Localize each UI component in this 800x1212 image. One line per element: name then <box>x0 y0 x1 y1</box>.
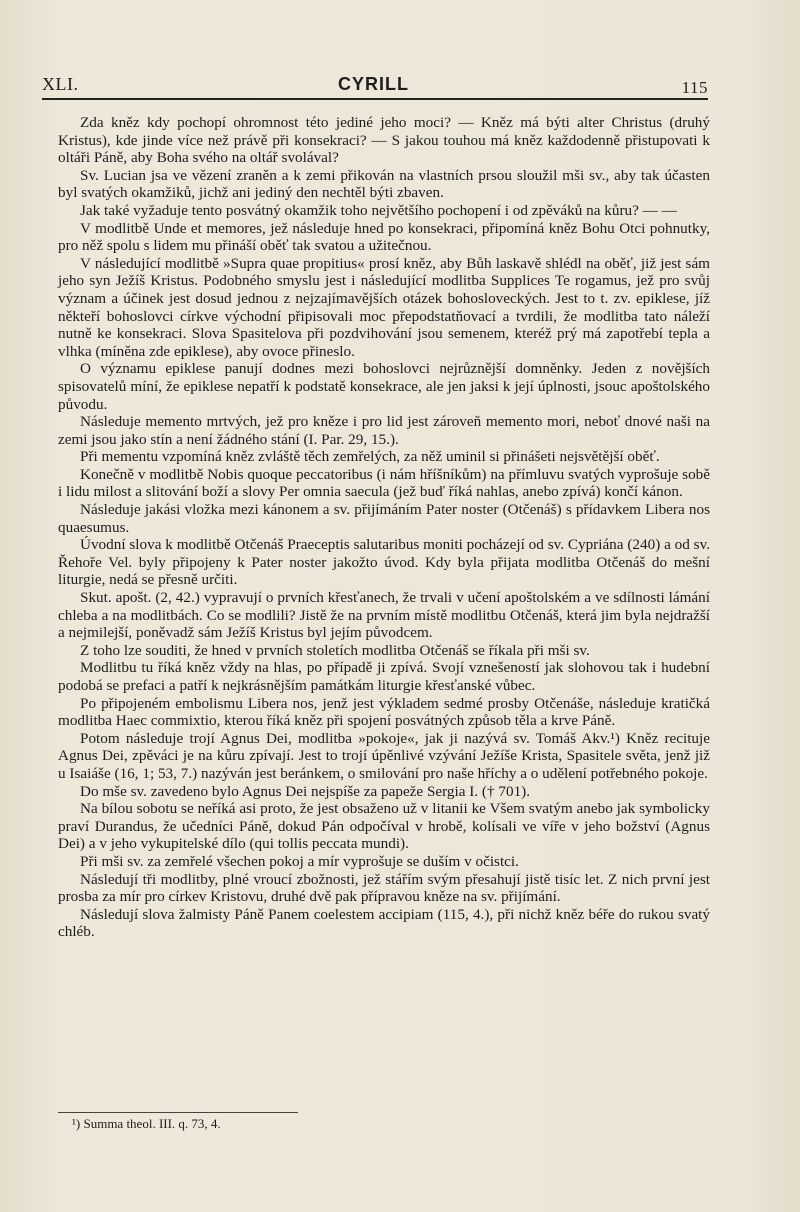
main-text <box>58 114 710 941</box>
paragraph: Úvodní slova k modlitbě Otčenáš Praeceptis salutaribus moniti pocházejí od sv. Cypriána (240) a od sv. Řehoře Vel. byly připojeny k Pater noster jakožto úvod. Kdy byla přijata modlitba Otčenáš do mešní liturgie, nedá se přesně určiti. <box>58 536 710 589</box>
paragraph: V následující modlitbě »Supra quae propitius« prosí kněz, aby Bůh laskavě shlédl na oběť, již jest sám jeho syn Ježíš Kristus. Podobného smyslu jest i následující modlitba Supplices Te rogamus, jež pro svůj význam a účinek jest dosud jednou z nejzajímavějších otázek bohosloveckých. Jest to t. zv. epiklese, jíž někteří bohoslovci církve východní připisovali moc přepodstatňovací a tvrdili, že modlitba tato náleží nutně ke konsekraci. Slova Spasitelova při pozdvihování jsou semenem, kteréž prý má zapotřebí tepla a vlhka (míněna zde epiklese), aby ovoce přineslo. <box>58 254 710 360</box>
footnote-rule <box>58 1112 298 1113</box>
chapter-number: XLI. <box>42 74 79 94</box>
paragraph: Sv. Lucian jsa ve vězení zraněn a k zemi přikován na vlastních prsou sloužil mši sv., aby tak účasten byl svatých okamžiků, jichž ani jediný den nechtěl býti zbaven. <box>58 166 710 202</box>
paragraph: Jak také vyžaduje tento posvátný okamžik toho největšího pochopení i od zpěváků na kůru? — — <box>80 201 677 219</box>
paragraph: Zda kněz kdy pochopí ohromnost této jediné jeho moci? — Kněz má býti alter Christus (druhý Kristus), kde jinde více než právě při konsekraci? — S jakou touhou má kněz každodenně přistupovati k oltáři Páně, aby Boha svého na oltář svolával? <box>58 114 710 167</box>
paragraph: Skut. apošt. (2, 42.) vypravují o prvních křesťanech, že trvali v učení apoštolském a ve sdílnosti lámání chleba a na modlitbách. Co se modlili? Jistě že na prvním místě modlitbu Otčenáš, která jim byla nejdražší a nejmilejší, poněvadž sám Ježíš Kristus byl jejím původcem. <box>58 589 710 642</box>
running-title: CYRILL <box>338 74 409 94</box>
paragraph: Při mši sv. za zemřelé všechen pokoj a mír vyprošuje se duším v očistci. <box>80 852 519 870</box>
running-header <box>42 72 708 97</box>
page-number: 115 <box>681 78 708 97</box>
paragraph: Z toho lze souditi, že hned v prvních stoletích modlitba Otčenáš se říkala při mši sv. <box>80 641 590 659</box>
paragraph: Při mementu vzpomíná kněz zvláště těch zemřelých, za něž uminil si přinášeti nejsvětější oběť. <box>80 448 660 466</box>
paragraph: V modlitbě Unde et memores, jež následuje hned po konsekraci, připomíná kněz Bohu Otci pohnutky, pro něž spolu s lidem mu přináší oběť tak svatou a užitečnou. <box>58 219 710 255</box>
paragraph: Konečně v modlitbě Nobis quoque peccatoribus (i nám hříšníkům) na přímluvu svatých vyprošuje sobě i lidu milost a slitování boží a slovy Per omnia saecula (jež buď říká nahlas, anebo zpívá) končí kánon. <box>58 465 710 501</box>
paragraph: Potom následuje trojí Agnus Dei, modlitba »pokoje«, jak ji nazývá sv. Tomáš Akv.¹) Kněz recituje Agnus Dei, zpěváci je na kůru zpívají. Jest to trojí úpěnlivé vzývání Ježíše Krista, Spasitele světa, jenž již u Isaiáše (16, 1; 53, 7.) nazýván jest beránkem, o smilování pro naše hříchy a o udělení potřebného pokoje. <box>58 729 710 782</box>
footnote: ¹) Summa theol. III. q. 73, 4. <box>72 1116 221 1131</box>
paragraph: Do mše sv. zavedeno bylo Agnus Dei nejspíše za papeže Sergia I. († 701). <box>80 782 531 800</box>
paragraph: Následuje jakási vložka mezi kánonem a sv. přijímáním Pater noster (Otčenáš) s přídavkem Libera nos quaesumus. <box>58 501 710 536</box>
paragraph: Po připojeném embolismu Libera nos, jenž jest výkladem sedmé prosby Otčenáše, následuje kratičká modlitba Haec commixtio, kterou říká kněz při spojení posvátných způsob těla a krve Páně. <box>58 694 710 730</box>
paragraph: Na bílou sobotu se neříká asi proto, že jest obsaženo už v litanii ke Všem svatým anebo jak symbolicky praví Durandus, že učedníci Páně, dokud Pán odpočíval v hrobě, kolísali ve víře v jeho božství (Agnus Dei) a v jeho vykupitelské dílo (qui tollis peccata mundi). <box>58 800 710 853</box>
paragraph: O významu epiklese panují dodnes mezi bohoslovci nejrůznější domněnky. Jeden z novějších spisovatelů míní, že epiklese nepatří k podstatě konsekrace, ale jen jaksi k její úplnosti, jsouc apoštolského původu. <box>58 360 710 413</box>
paragraph: Následují slova žalmisty Páně Panem coelestem accipiam (115, 4.), při nichž kněz béře do rukou svatý chléb. <box>58 905 710 941</box>
paragraph: Následují tři modlitby, plné vroucí zbožnosti, jež stářím svým přesahují jistě tisíc let. Z nich první jest prosba za mír pro církev Kristovu, druhé dvě pak přípravou kněze na sv. přijímání. <box>58 870 710 906</box>
header-rule <box>42 98 708 100</box>
paragraph: Modlitbu tu říká kněz vždy na hlas, po případě ji zpívá. Svojí vznešeností jak slohovou tak i hudební podobá se prefaci a patří k nejkrásnějším památkám liturgie křesťanské vůbec. <box>58 659 710 694</box>
paragraph: Následuje memento mrtvých, jež pro kněze i pro lid jest zároveň memento mori, neboť dnové naši na zemi jsou jako stín a není žádného stání (I. Par. 29, 15.). <box>58 413 710 448</box>
